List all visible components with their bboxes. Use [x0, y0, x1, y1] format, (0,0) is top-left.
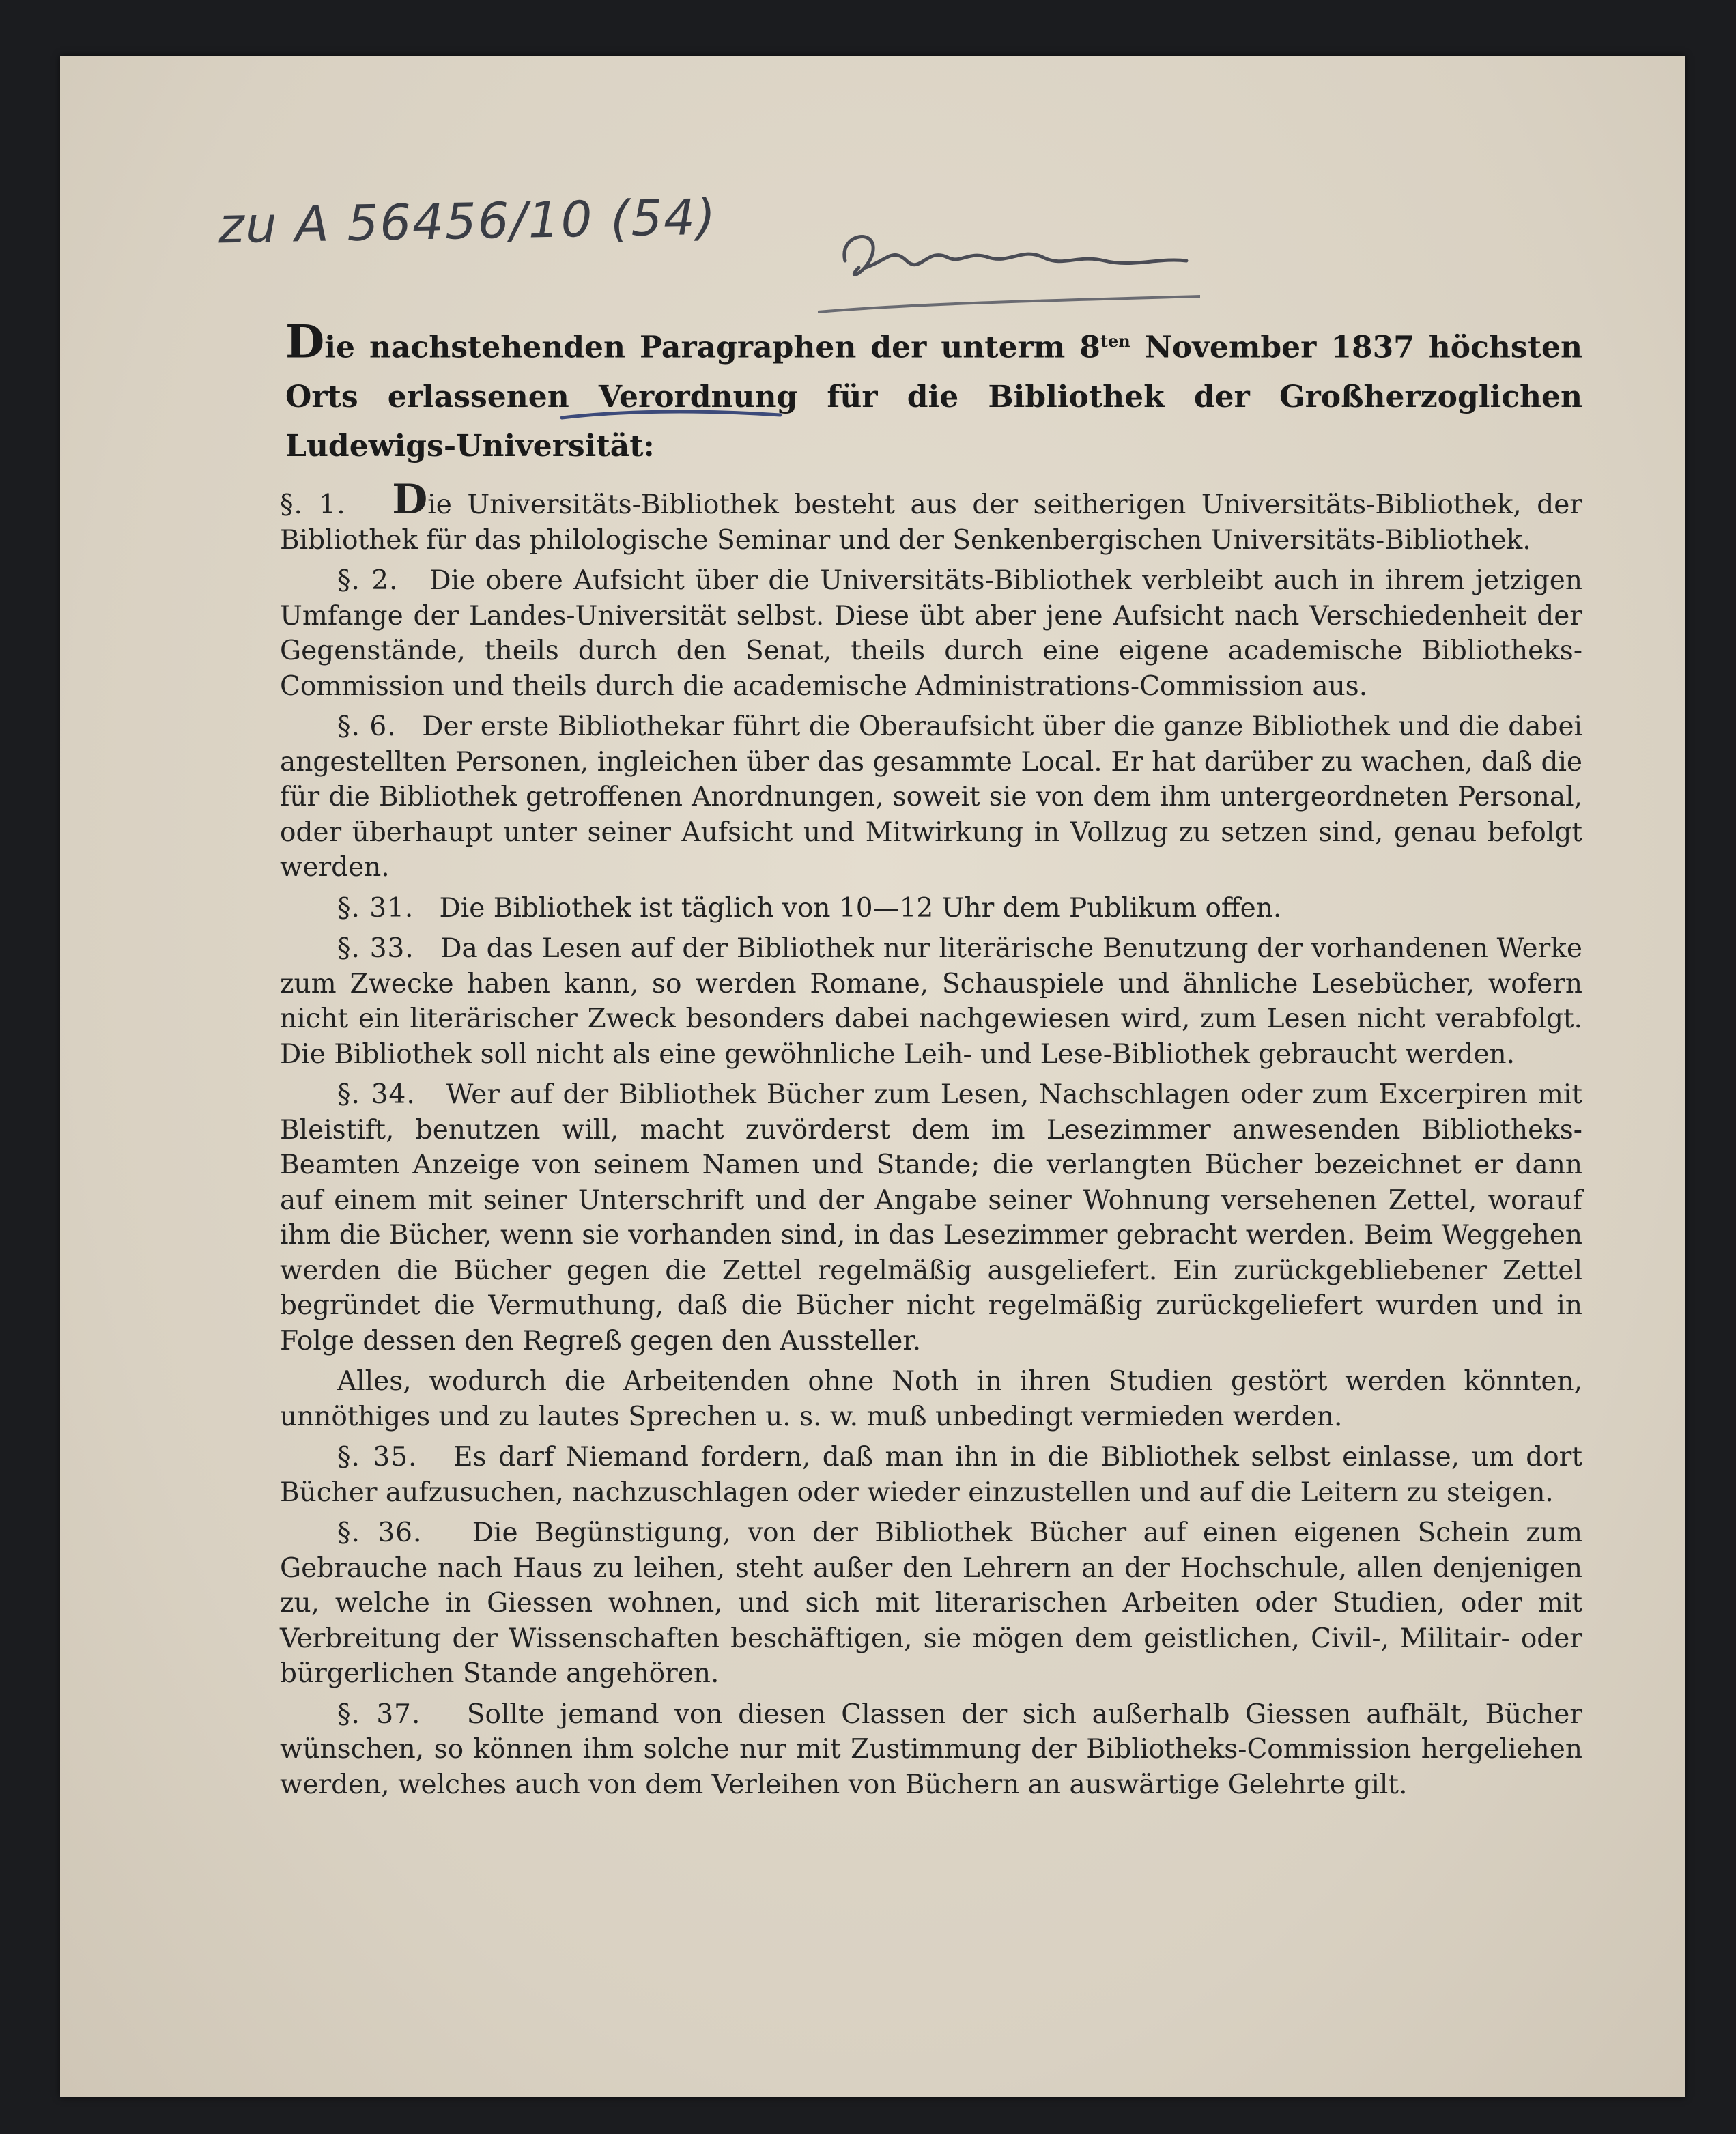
paragraph-initial: D: [392, 476, 428, 524]
section-number: §. 37.: [337, 1698, 421, 1730]
paragraph-text: Alles, wodurch die Arbeitenden ohne Noth in ihren Studien gestört werden könnten, unnöthiges und zu lautes Sprechen u. s. w. muß unbedingt vermieden werden.: [280, 1366, 1582, 1432]
section-number: §. 34.: [337, 1079, 416, 1110]
pencil-underline: [558, 404, 784, 431]
paragraph-text: Sollte jemand von diesen Classen der sich außerhalb Giessen aufhält, Bücher wünschen, so können ihm solche nur mit Zustimmung der Bibliotheks-Commission hergeliehen werden, welches auch von dem Verleihen von Büchern an auswärtige Gelehrte gilt.: [280, 1698, 1582, 1800]
paragraph-31: [280, 891, 1582, 926]
section-number: §. 35.: [337, 1442, 418, 1473]
section-number: §. 2.: [337, 565, 399, 596]
paragraph-34: [280, 1077, 1582, 1358]
paragraph-6: [280, 709, 1582, 885]
paragraph-text: Die obere Aufsicht über die Universitäts-Bibliothek verbleibt auch in ihrem jetzigen Umfange der Landes-Universität selbst. Diese übt aber jene Aufsicht nach Verschiedenheit der Gegenstände, theils durch den Senat, theils durch eine eigene academische Bibliotheks-Commission und theils durch die academische Administrations-Commission aus.: [280, 565, 1582, 702]
paragraph-text: Die Bibliothek ist täglich von 10—12 Uhr dem Publikum offen.: [439, 892, 1282, 924]
paragraph-1: [280, 476, 1582, 558]
paragraph-text: ie Universitäts-Bibliothek besteht aus der seitherigen Universitäts-Bibliothek, der Bibliothek für das philologische Seminar und der Senkenbergischen Universitäts-Bibliothek.: [280, 489, 1582, 556]
document-page: [60, 56, 1685, 2097]
paragraph-text: Die Begünstigung, von der Bibliothek Bücher auf einen eigenen Schein zum Gebrauche nach Haus zu leihen, steht außer den Lehrern an der Hochschule, allen denjenigen zu, welche in Giessen wohnen, und sich mit literarischen Arbeiten oder Studien, oder mit Verbreitung der Wissenschaften beschäftigen, sie mögen dem geistlichen, Civil-, Militair- oder bürgerlichen Stande angehören.: [280, 1518, 1582, 1689]
paragraph-2: [280, 563, 1582, 704]
section-number: §. 33.: [337, 933, 414, 964]
handwritten-place-signature: [818, 220, 1200, 329]
paragraph-text: Der erste Bibliothekar führt die Oberaufsicht über die ganze Bibliothek und die dabei angestellten Personen, ingleichen über das gesammte Local. Er hat darüber zu wachen, daß die für die Bibliothek getroffenen Anordnungen, soweit sie von dem ihm untergeordneten Personal, oder überhaupt unter seiner Aufsicht und Mitwirkung in Vollzug zu setzen sind, genau befolgt werden.: [280, 711, 1582, 883]
paragraph-35: [280, 1440, 1582, 1510]
section-number: §. 36.: [337, 1518, 423, 1548]
heading-superscript: ten: [1100, 331, 1130, 351]
heading-text-b: November 1837 höchsten Orts erlassenen Verordnung für die Bibliothek der Großherzoglichen Ludewigs-Universität:: [285, 330, 1582, 464]
paragraph-37: [280, 1697, 1582, 1803]
section-number: §. 1.: [280, 489, 346, 520]
paragraph-36: [280, 1516, 1582, 1692]
paragraph-text: Es darf Niemand fordern, daß man ihn in die Bibliothek selbst einlasse, um dort Bücher aufzusuchen, nachzuschlagen oder wieder einzustellen und auf die Leitern zu steigen.: [280, 1442, 1582, 1508]
document-heading: [285, 317, 1582, 471]
section-number: §. 31.: [337, 892, 414, 924]
section-number: §. 6.: [337, 711, 397, 742]
heading-text-a: ie nachstehenden Paragraphen der unterm 8: [324, 330, 1100, 365]
paragraph-33: [280, 931, 1582, 1072]
archive-shelfmark: zu A 56456/10 (54): [218, 188, 717, 255]
heading-initial: D: [285, 315, 325, 369]
paragraph-text: Wer auf der Bibliothek Bücher zum Lesen, Nachschlagen oder zum Excerpiren mit Bleistift, benutzen will, macht zuvörderst dem im Lesezimmer anwesenden Bibliotheks-Beamten Anzeige von seinem Namen und Stande; die verlangten Bücher bezeichnet er dann auf einem mit seiner Unterschrift und der Angabe seiner Wohnung versehenen Zettel, worauf ihm die Bücher, wenn sie vorhanden sind, in das Lesezimmer gebracht werden. Beim Weggehen werden die Bücher gegen die Zettel regelmäßig ausgeliefert. Ein zurückgebliebener Zettel begründet die Vermuthung, daß die Bücher nicht regelmäßig zurückgeliefert wurden und in Folge dessen den Regreß gegen den Aussteller.: [280, 1079, 1582, 1356]
paragraph-34-continued: [280, 1364, 1582, 1434]
paragraph-text: Da das Lesen auf der Bibliothek nur literärische Benutzung der vorhandenen Werke zum Zwecke haben kann, so werden Romane, Schauspiele und ähnliche Lesebücher, wofern nicht ein literärischer Zweck besonders dabei nachgewiesen wird, zum Lesen nicht verabfolgt. Die Bibliothek soll nicht als eine gewöhnliche Leih- und Lese-Bibliothek gebraucht werden.: [280, 933, 1582, 1070]
document-body: [280, 476, 1582, 1808]
